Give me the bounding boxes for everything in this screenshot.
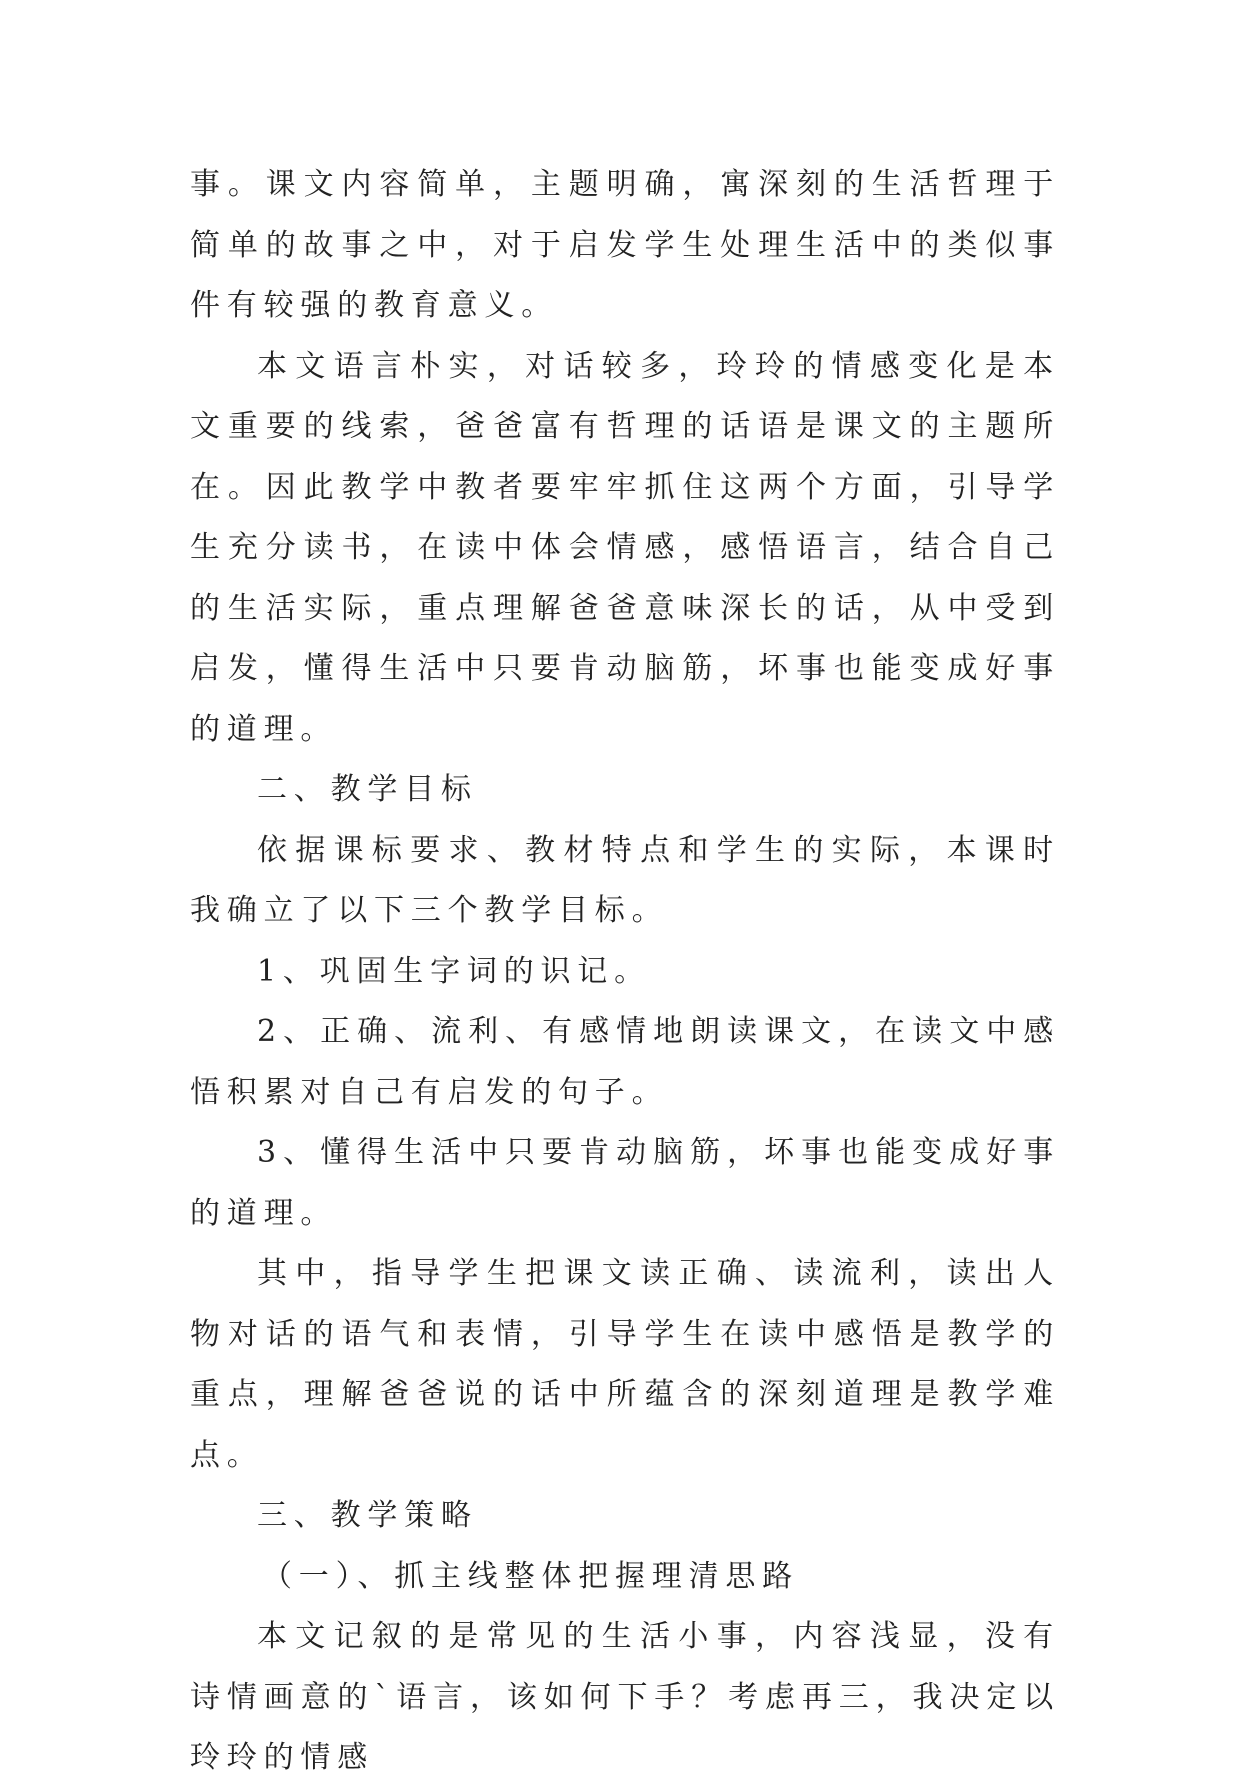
goal-item-3: 3、懂得生活中只要肯动脑筋，坏事也能变成好事的道理。 <box>190 1135 1060 1231</box>
section-heading-teaching-goals: 二、教学目标 <box>257 772 478 807</box>
paragraph-strategy-body: 本文记叙的是常见的生活小事，内容浅显，没有诗情画意的`语言，该如何下手？考虑再三，我决定以玲玲的情感 <box>190 1619 1060 1775</box>
paragraph-text-analysis: 本文语言朴实，对话较多，玲玲的情感变化是本文重要的线索，爸爸富有哲理的话语是课文的主题所在。因此教学中教者要牢牢抓住这两个方面，引导学生充分读书，在读中体会情感，感悟语言，结合自己的生活实际，重点理解爸爸意味深长的话，从中受到启发，懂得生活中只要肯动脑筋，坏事也能变成好事的道理。 <box>190 348 1060 747</box>
subheading-strategy-1: （一）、抓主线整体把握理清思路 <box>262 1558 799 1594</box>
document-body <box>190 155 1060 1789</box>
paragraph-key-points: 其中，指导学生把课文读正确、读流利，读出人物对话的语气和表情，引导学生在读中感悟是教学的重点，理解爸爸说的话中所蕴含的深刻道理是教学难点。 <box>190 1256 1060 1473</box>
paragraph-continuation: 事。课文内容简单，主题明确，寓深刻的生活哲理于简单的故事之中，对于启发学生处理生活中的类似事件有较强的教育意义。 <box>190 167 1060 323</box>
section-heading-teaching-strategy: 三、教学策略 <box>257 1498 478 1533</box>
goal-item-2: 2、正确、流利、有感情地朗读课文，在读文中感悟积累对自己有启发的句子。 <box>190 1014 1060 1110</box>
goal-item-1: 1、巩固生字词的识记。 <box>257 953 651 989</box>
paragraph-goals-intro: 依据课标要求、教材特点和学生的实际，本课时我确立了以下三个教学目标。 <box>190 832 1060 928</box>
